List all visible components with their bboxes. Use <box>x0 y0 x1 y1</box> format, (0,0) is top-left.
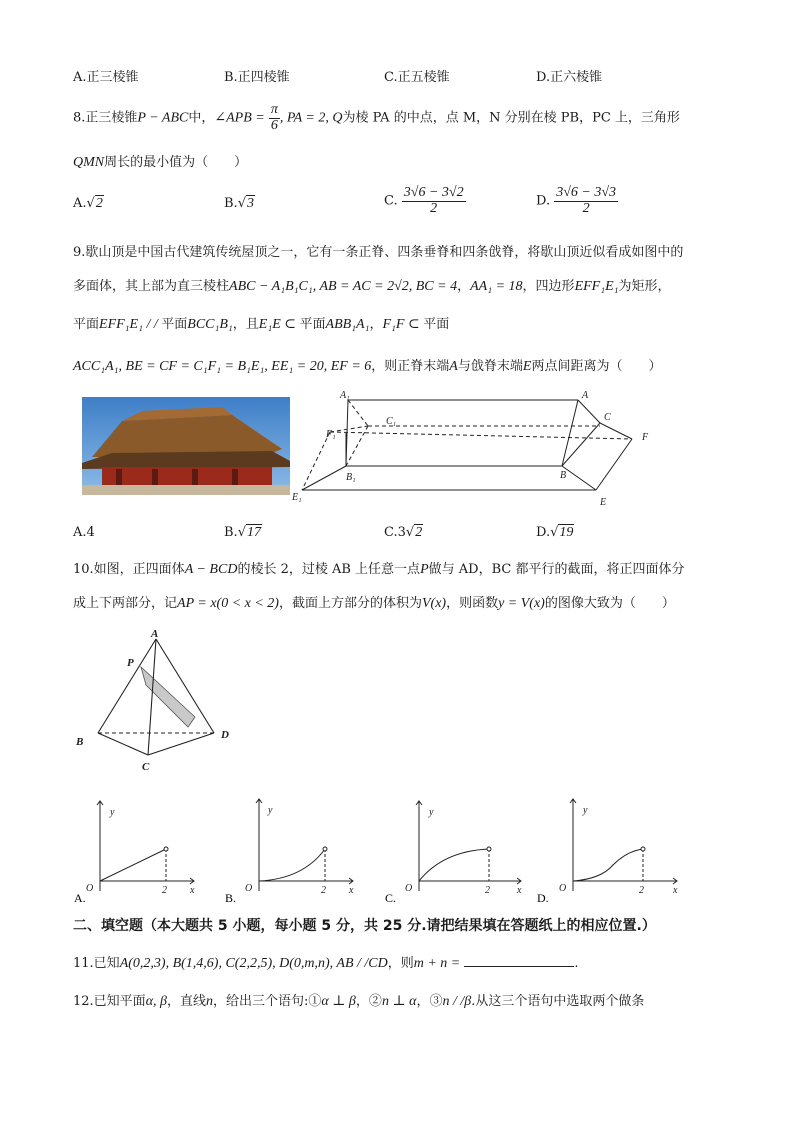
q9-option-a: A.4 <box>73 525 95 540</box>
label-f1: F₁ <box>326 429 336 440</box>
graph-a-y: y <box>110 807 115 818</box>
q10-graph-d <box>535 793 685 903</box>
graph-b-x: x <box>349 885 354 896</box>
graph-c-x: x <box>517 885 522 896</box>
q8-option-a: A.√2 <box>73 196 103 211</box>
q9-line2: 多面体，其上部为直三棱柱ABC − A₁B₁C₁, AB = AC = 2√2, BC = 4，AA₁ = 18，四边形EFF₁E₁为矩形， <box>73 279 671 294</box>
q11-line: 11.已知A(0,2,3), B(1,4,6), C(2,2,5), D(0,m,n), AB / /CD，则m + n = . <box>73 956 579 971</box>
section-title: 二、填空题（本大题共 5 小题，每小题 5 分，共 25 分.请把结果填在答题纸上的相应位置.） <box>73 918 656 934</box>
q9-prism-diagram <box>290 388 665 510</box>
q8-frac-num: π <box>270 102 278 117</box>
graph-c-o: O <box>405 883 413 894</box>
label-a1: A₁ <box>340 390 350 401</box>
q8-frac-den: 6 <box>270 117 278 133</box>
tetra-label-p: P <box>127 657 134 669</box>
q10-graph-a <box>74 793 204 903</box>
graph-d-y: y <box>583 805 588 816</box>
q8-triangle: QMN <box>73 155 105 170</box>
q9-option-d: D.√19 <box>536 525 574 540</box>
graph-c-y: y <box>429 807 434 818</box>
graph-b-o: O <box>245 883 253 894</box>
label-b: B <box>560 470 567 481</box>
q9-line3: 平面EFF₁E₁ / / 平面BCC₁B₁，且E₁E ⊂ 平面ABB₁A₁，F₁F ⊂ 平面 <box>73 317 450 332</box>
graph-d-x: x <box>673 885 678 896</box>
q7-option-d: D.正六棱锥 <box>536 70 603 85</box>
q7-option-a: A.正三棱锥 <box>73 70 139 85</box>
label-e1: E₁ <box>292 492 302 503</box>
graph-b-y: y <box>268 805 273 816</box>
q9-option-b: B.√17 <box>224 525 261 540</box>
label-e: E <box>600 497 607 508</box>
q11-answer-blank[interactable] <box>464 954 574 967</box>
graph-d-tick: 2 <box>639 885 644 896</box>
graph-a-tick: 2 <box>162 885 167 896</box>
q8-question: 周长的最小值为（ ） <box>104 155 248 170</box>
label-b1: B₁ <box>346 472 356 483</box>
q8-option-c-fraction: $\frac{3√6 - 3√2}{2}$ <box>403 185 464 216</box>
q8-option-c: C. $\frac{3√6 - 3√2}{2}$ <box>384 185 464 216</box>
tetra-label-d: D <box>221 729 229 741</box>
graph-c-tick: 2 <box>485 885 490 896</box>
q7-option-b: B.正四棱锥 <box>224 70 290 85</box>
q8-angle: ∠APB = <box>214 110 265 126</box>
tetra-label-a: A <box>151 628 159 640</box>
graph-d-label: D. <box>537 891 549 903</box>
q10-line1: 10.如图，正四面体A − BCD的棱长 2，过棱 AB 上任意一点P做与 AD，BC 都平行的截面，将正四面体分 <box>73 562 685 577</box>
q10-graph-c <box>383 793 528 903</box>
graph-b-label: B. <box>225 891 237 903</box>
label-a: A <box>582 390 589 401</box>
q9-line4: ACC₁A₁, BE = CF = C₁F₁ = B₁E₁, EE₁ = 20, EF = 6，则正脊末端A与戗脊末端E两点间距离为（ ） <box>73 359 662 374</box>
q8-option-d: D. $\frac{3√6 - 3√3}{2}$ <box>536 185 617 216</box>
q8-condition: 为棱 PA 的中点，点 M，N 分别在棱 PB，PC 上，三角形 <box>342 110 680 126</box>
tetra-label-b: B <box>76 736 84 748</box>
q8-pyramid: P − ABC <box>137 110 189 126</box>
q8-line2 <box>73 151 247 171</box>
q12-line: 12.已知平面α, β，直线n，给出三个语句:①α ⊥ β，②n ⊥ α，③n / /β.从这三个语句中选取两个做条 <box>73 994 645 1009</box>
label-c: C <box>604 412 611 423</box>
building-photo <box>82 397 290 495</box>
graph-a-label: A. <box>74 891 86 903</box>
q8-intro: 正三棱锥 <box>85 110 138 126</box>
q10-tetrahedron-diagram <box>70 625 240 775</box>
q7-option-c: C.正五棱锥 <box>384 70 450 85</box>
graph-a-x: x <box>190 885 195 896</box>
q9-option-c: C.3√2 <box>384 525 423 540</box>
tetra-label-c: C <box>142 761 150 773</box>
q8-line1 <box>73 103 680 133</box>
q9-line1: 9.歇山顶是中国古代建筑传统屋顶之一，它有一条正脊、四条垂脊和四条戗脊，将歇山顶近似看成如图中的 <box>73 245 684 260</box>
label-c1: C₁ <box>386 416 397 427</box>
q8-option-d-fraction: $\frac{3√6 - 3√3}{2}$ <box>556 185 617 216</box>
q8-given: , PA = 2, Q <box>279 110 343 126</box>
q10-graph-b <box>223 793 363 903</box>
q10-line2: 成上下两部分，记AP = x(0 < x < 2)，截面上方部分的体积为V(x)，则函数y = V(x)的图像大致为（ ） <box>73 596 675 611</box>
graph-d-o: O <box>559 883 567 894</box>
q8-option-b: B.√3 <box>224 196 254 211</box>
q8-angle-fraction <box>269 103 280 133</box>
graph-b-tick: 2 <box>321 885 326 896</box>
graph-a-o: O <box>86 883 94 894</box>
q8-mid: 中， <box>188 110 215 126</box>
q8-number: 8. <box>73 110 86 126</box>
label-f: F <box>642 432 649 443</box>
graph-c-label: C. <box>385 891 397 903</box>
